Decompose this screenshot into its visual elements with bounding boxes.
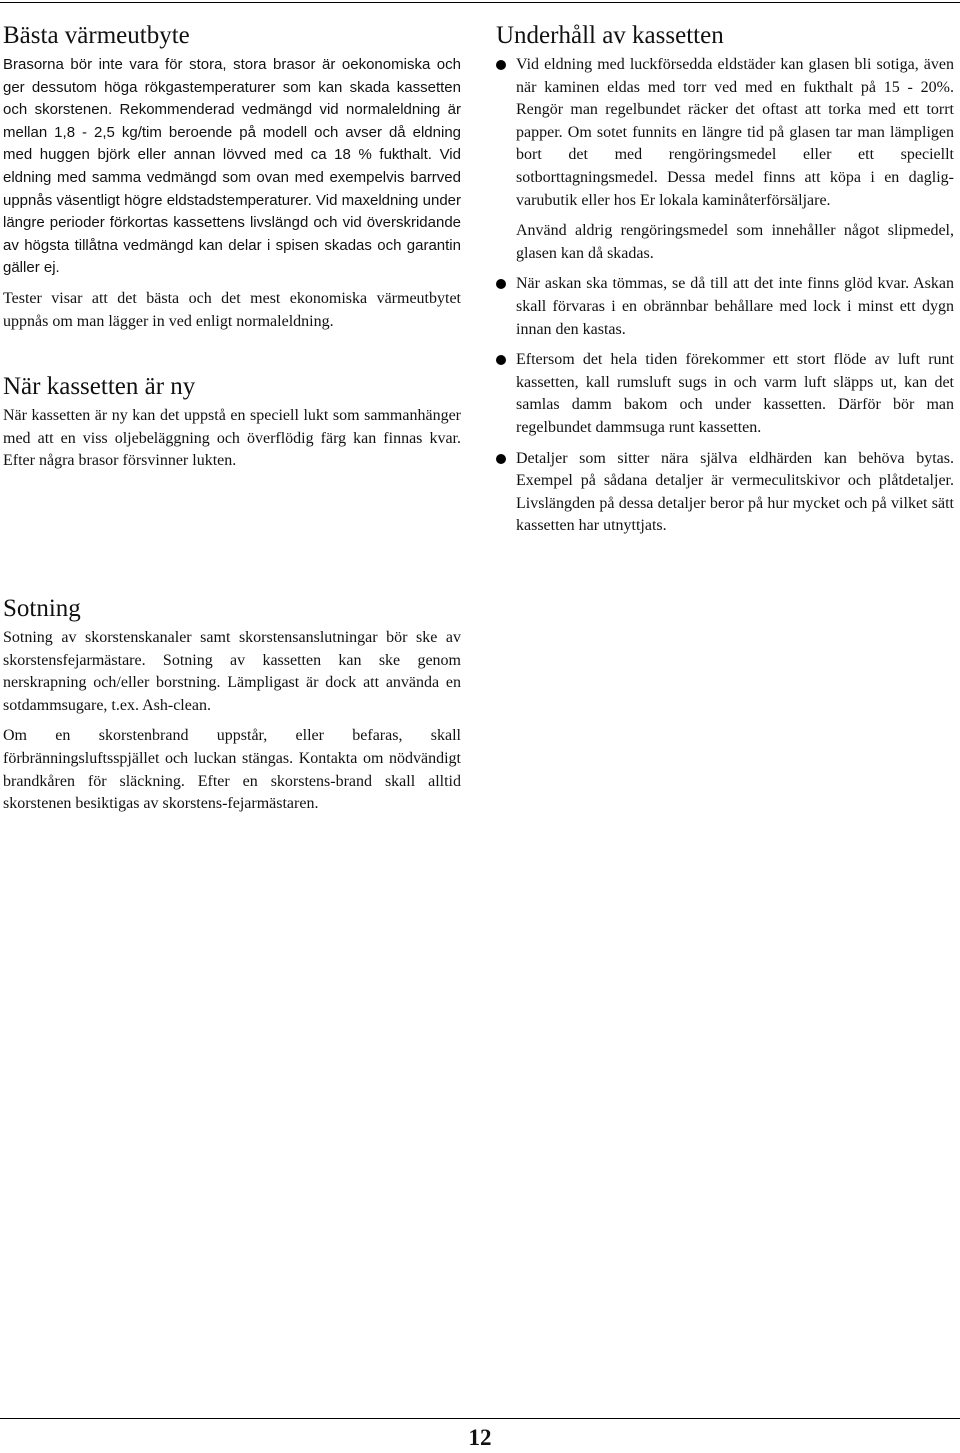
bullet-icon	[496, 454, 506, 464]
section-underhall	[496, 20, 954, 538]
list-item	[496, 273, 954, 341]
section-title: Sotning	[3, 595, 81, 622]
section-title: Bästa värmeutbyte	[3, 22, 190, 49]
paragraph: Brasorna bör inte vara för stora, stora brasor är oekonomiska och ger dessutom höga rökgastemperaturer som kan skada kassetten och skorstenen. Rekommenderad vedmängd vid normaleldning är mellan 1,8 - 2,5 kg/tim beroende på modell och avser då eldning med huggen björk eller annan lövved med ca 18 % fukthalt. Vid eldning med samma vedmängd som ovan med exempelvis barrved uppnås väsentligt högre eldstadstemperaturer. Vid maxeldning under längre perioder förkortas kassettens livslängd och vid överskridande av högsta tillåtna vedmängd kan delar i spisen skadas och garantin gäller ej.	[3, 56, 461, 277]
paragraph: Sotning av skorstenskanaler samt skorstensanslutningar bör ske av skorstensfejarmästare. Sotning av kassetten kan ske genom nerskrapning och/eller borstning. Lämpligast är dock att använda en sotdammsugare, t.ex. Ash-clean.	[3, 629, 461, 714]
section-title: Underhåll av kassetten	[496, 22, 724, 49]
list-item-note: Använd aldrig rengöringsmedel som innehåller något slipmedel, glasen kan då skadas.	[516, 222, 954, 262]
list-item-text: Detaljer som sitter nära själva eldhärden kan behöva bytas. Exempel på sådana detaljer är vermeculitskivor och plåtdetaljer. Livslängden på dessa detaljer beror på hur mycket och på vilket sätt kassetten har utnyttjats.	[516, 449, 954, 535]
section-title: När kassetten är ny	[3, 373, 196, 401]
sotning-column	[3, 593, 461, 824]
section-basta-varmeutbyte	[3, 20, 461, 333]
bullet-icon	[496, 60, 506, 70]
list-item	[496, 349, 954, 439]
bullet-icon	[496, 279, 506, 289]
list-item	[496, 448, 954, 538]
list-item	[496, 54, 954, 265]
paragraph: När kassetten är ny kan det uppstå en speciell lukt som sammanhänger med att en viss oljebeläggning och överflödig färg kan finnas kvar. Efter några brasor försvinner lukten.	[3, 407, 461, 470]
page-number: 12	[468, 1425, 492, 1450]
paragraph: Tester visar att det bästa och det mest ekonomiska värmeutbytet uppnås om man lägger in ved enligt normaleldning.	[3, 289, 461, 330]
section-nar-kassetten-ar-ny	[3, 371, 461, 473]
right-column	[496, 20, 954, 546]
section-sotning	[3, 593, 461, 816]
bottom-rule	[0, 1418, 960, 1419]
bullet-icon	[496, 355, 506, 365]
list-item-text: Vid eldning med luckförsedda eldstäder kan glasen bli sotiga, även när kaminen eldas med torr ved med en fukthalt på 15 - 20%. Rengör man regelbundet räcker det oftast att torka med ett torrt papper. Om sotet funnits en längre tid på glasen tar man lämpligen bort det med rengöringsmedel eller ett speciellt sotborttagningsmedel. Dessa medel finns att köpa i en daglig- varubutik eller hos Er lokala kaminåterförsäljare.	[516, 56, 954, 209]
list-item-text: När askan ska tömmas, se då till att det inte finns glöd kvar. Askan skall förvaras i en obrännbar behållare med lock i minst ett dygn innan den kastas.	[516, 275, 954, 338]
paragraph: Om en skorstenbrand uppstår, eller befaras, skall förbränningsluftsspjället och luckan stängas. Kontakta om nödvändigt brandkåren för släckning. Efter en skorstens-brand skall alltid skorstenen besiktigas av skorstens-fejarmästaren.	[3, 727, 461, 813]
maintenance-list	[496, 54, 954, 538]
list-item-text: Eftersom det hela tiden förekommer ett stort flöde av luft runt kassetten, kall rumsluft sugs in och varm luft släpps ut, kan det samlas damm bakom och under kassetten. Därför bör man regelbundet dammsuga runt kassetten.	[516, 351, 954, 436]
top-rule	[0, 2, 960, 3]
left-column	[3, 20, 461, 481]
